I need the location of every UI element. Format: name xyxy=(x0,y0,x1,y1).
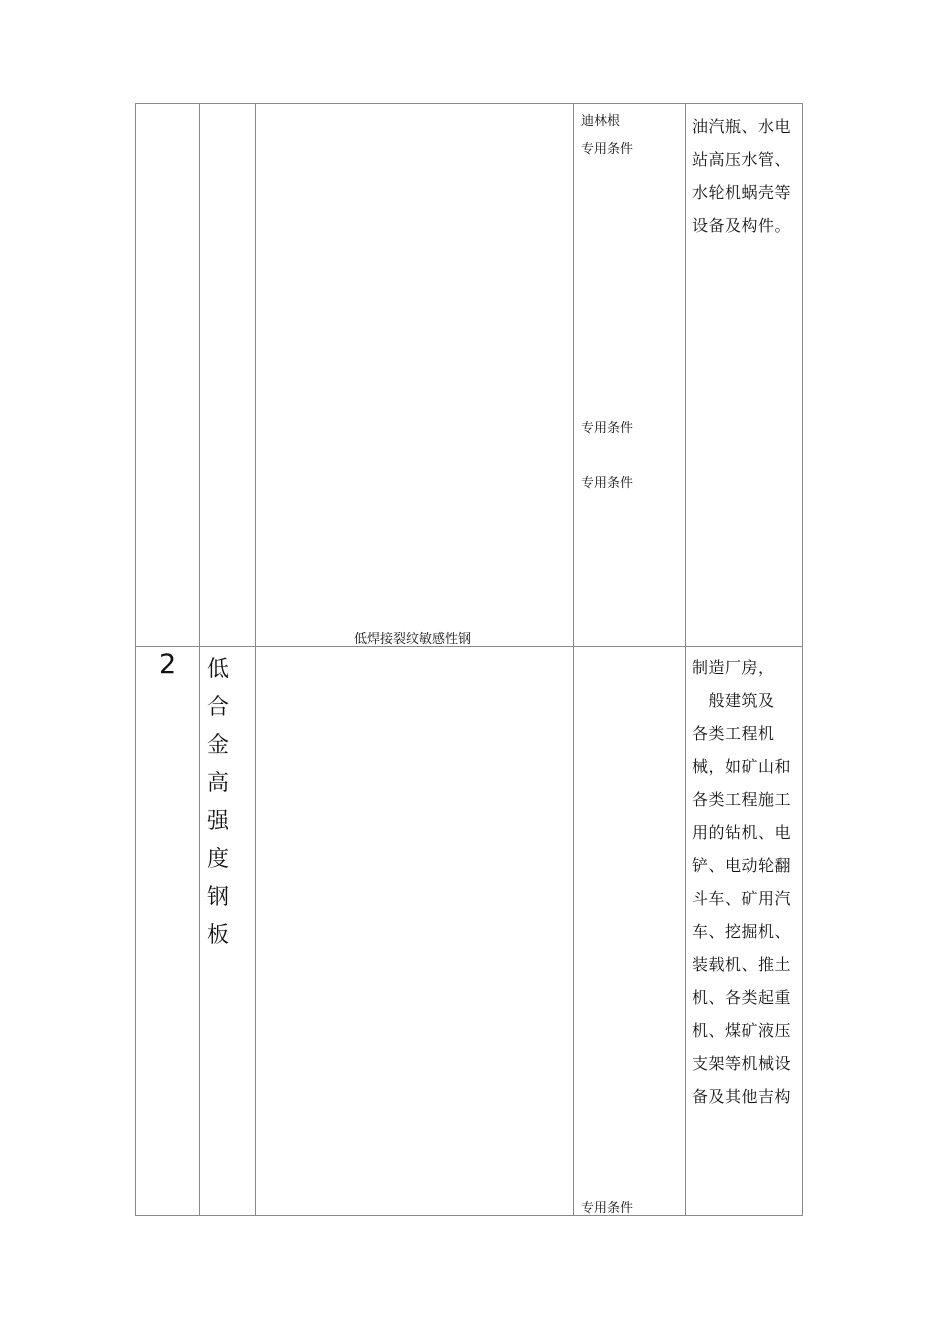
usage-line: 备及其他吉构 xyxy=(692,1087,792,1106)
usage-line: 机、煤矿液压 xyxy=(692,1021,792,1040)
usage-line: 装载机、推土 xyxy=(692,955,792,974)
usage-line: 站高压水管、 xyxy=(692,150,792,169)
name-char: 低 xyxy=(206,657,229,682)
usage-line: 制造厂房， xyxy=(692,658,775,677)
usage-line: 车、挖掘机、 xyxy=(692,922,792,941)
usage-line: 油汽瓶、水电 xyxy=(692,117,792,136)
table-top-border xyxy=(135,103,803,104)
usage-line: 斗车、矿用汽 xyxy=(692,889,792,908)
name-char: 合 xyxy=(206,695,229,720)
usage-text xyxy=(692,651,798,1113)
condition-text: 专用条件 xyxy=(581,142,634,157)
name-char: 高 xyxy=(206,771,229,796)
usage-line: 各类工程施工 xyxy=(692,790,792,809)
name-char: 板 xyxy=(206,923,229,948)
usage-text xyxy=(692,110,798,242)
column-divider xyxy=(199,103,200,1216)
table-left-border xyxy=(135,103,136,1216)
column-divider xyxy=(685,103,686,1216)
name-char: 强 xyxy=(206,809,229,834)
table-right-border xyxy=(802,103,803,1216)
usage-line: 各类工程机 xyxy=(692,724,775,743)
usage-line: 设备及构件。 xyxy=(692,216,792,235)
table-bottom-border xyxy=(135,1215,803,1216)
condition-text: 专用条件 xyxy=(581,1201,634,1216)
condition-text: 迪林根 xyxy=(581,114,621,129)
condition-text: 专用条件 xyxy=(581,421,634,436)
usage-line: 支架等机械设 xyxy=(692,1054,792,1073)
usage-line: 般建筑及 xyxy=(692,691,775,710)
usage-line: 水轮机蜗壳等 xyxy=(692,183,792,202)
name-char: 度 xyxy=(206,847,229,872)
product-name-vertical xyxy=(205,651,231,955)
row-number: 2 xyxy=(159,649,177,680)
name-char: 钢 xyxy=(206,885,229,910)
column-divider xyxy=(255,103,256,1216)
usage-line: 用的钻机、电 xyxy=(692,823,792,842)
usage-line: 机、各类起重 xyxy=(692,988,792,1007)
steel-type-text: 低焊接裂纹敏感性钢 xyxy=(354,632,472,647)
condition-text: 专用条件 xyxy=(581,476,634,491)
usage-line: 械，如矿山和 xyxy=(692,757,792,776)
column-divider xyxy=(573,103,574,1216)
name-char: 金 xyxy=(206,733,229,758)
usage-line: 铲、电动轮翻 xyxy=(692,856,792,875)
